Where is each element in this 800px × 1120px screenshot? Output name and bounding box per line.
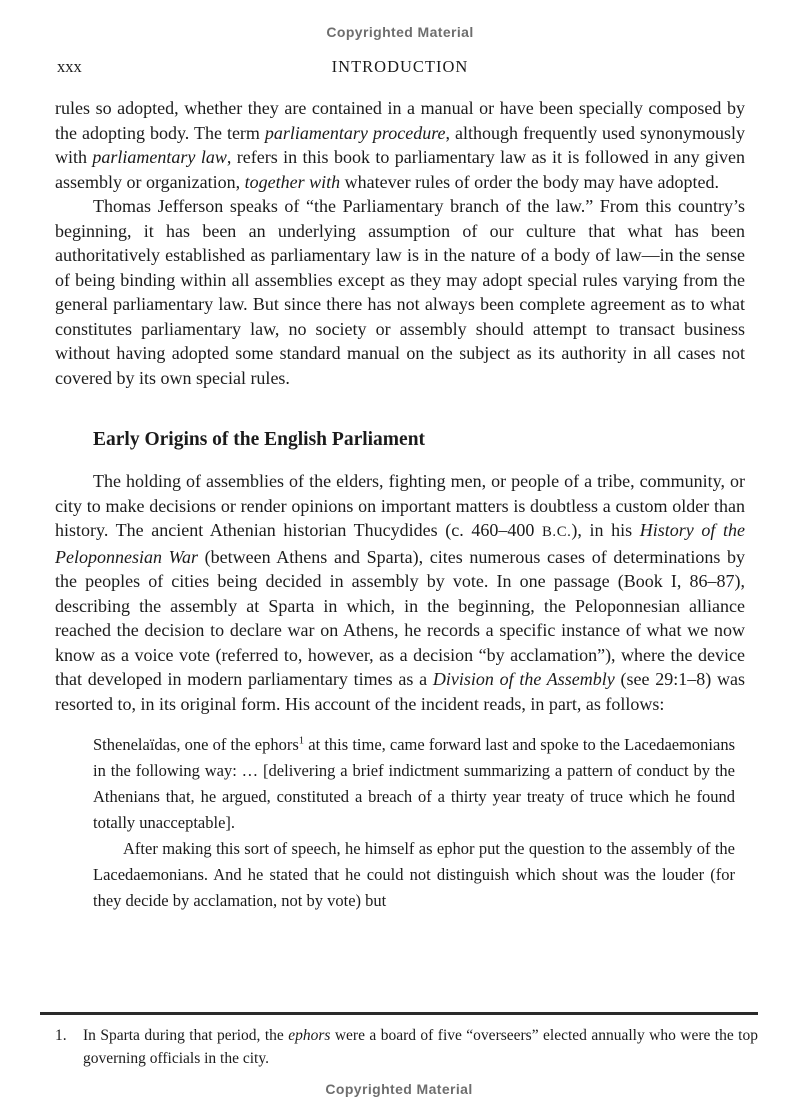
body-text: [55, 96, 745, 914]
copyright-notice-bottom: Copyrighted Material: [325, 1081, 473, 1097]
page-number: xxx: [57, 57, 82, 76]
running-header: [0, 57, 800, 77]
footnote-rule: [40, 1012, 758, 1015]
footnote-area: [40, 1012, 758, 1097]
paragraph-rules-adopted: rules so adopted, whether they are contained in a manual or have been specially composed by the adopting body. The term parliamentary procedure, although frequently used synonymously with parliamentary law, refers in this book to parliamentary law as it is followed in any given assembly or organization, together with whatever rules of order the body may have adopted.: [55, 98, 745, 192]
paragraph-jefferson: Thomas Jefferson speaks of “the Parliamentary branch of the law.” From this country’s beginning, it has been an underlying assumption of our culture that what has been authoritatively established as parliamentary law is in the nature of a body of law—in the sense of being binding within all assemblies except as they may adopt special rules varying from the general parliamentary law. But since there has not always been complete agreement as to what constitutes parliamentary law, no society or assembly should attempt to transact business without having adopted some standard manual on the subject as its authority in all cases not covered by its own special rules.: [55, 196, 745, 388]
footnote-number: 1.: [55, 1027, 67, 1044]
footnote-text: In Sparta during that period, the ephors were a board of five “overseers” elected annually who were the top governing officials in the city.: [83, 1027, 758, 1067]
paragraph-early-origins: The holding of assemblies of the elders, fighting men, or people of a tribe, community, or city to make decisions or render opinions on important matters is doubtless a custom older than history. The ancient Athenian historian Thucydides (c. 460–400 B.C.), in his History of the Peloponnesian War (between Athens and Sparta), cites numerous cases of determinations by the peoples of cities being decided in assembly by vote. In one passage (Book I, 86–87), describing the assembly at Sparta in which, in the beginning, the Peloponnesian alliance reached the decision to declare war on Athens, he records a specific instance of what we now know as a voice vote (referred to, however, as a decision “by acclamation”), where the device that developed in modern parliamentary times as a Division of the Assembly (see 29:1–8) was resorted to, in its original form. His account of the incident reads, in part, as follows:: [55, 471, 745, 714]
footnote: [55, 1024, 758, 1070]
section-heading: Early Origins of the English Parliament: [93, 429, 426, 450]
quote-paragraph-2: After making this sort of speech, he himself as ephor put the question to the assembly of the Lacedaemonians. And he stated that he could not distinguish which shout was the louder (for they decide by acclamation, not by vote) but: [93, 839, 735, 910]
quote-paragraph-1: Sthenelaïdas, one of the ephors$^1$ at this time, came forward last and spoke to the Lacedaemonians in the following way: … [delivering a brief indictment summarizing a pattern of conduct by the Athenians that, he argued, constituted a breach of a thirty year treaty of truce which he found totally unacceptable].: [93, 734, 736, 832]
copyright-notice-top: Copyrighted Material: [326, 24, 474, 40]
running-head-title: INTRODUCTION: [331, 57, 469, 76]
extract-quote: [93, 732, 735, 914]
